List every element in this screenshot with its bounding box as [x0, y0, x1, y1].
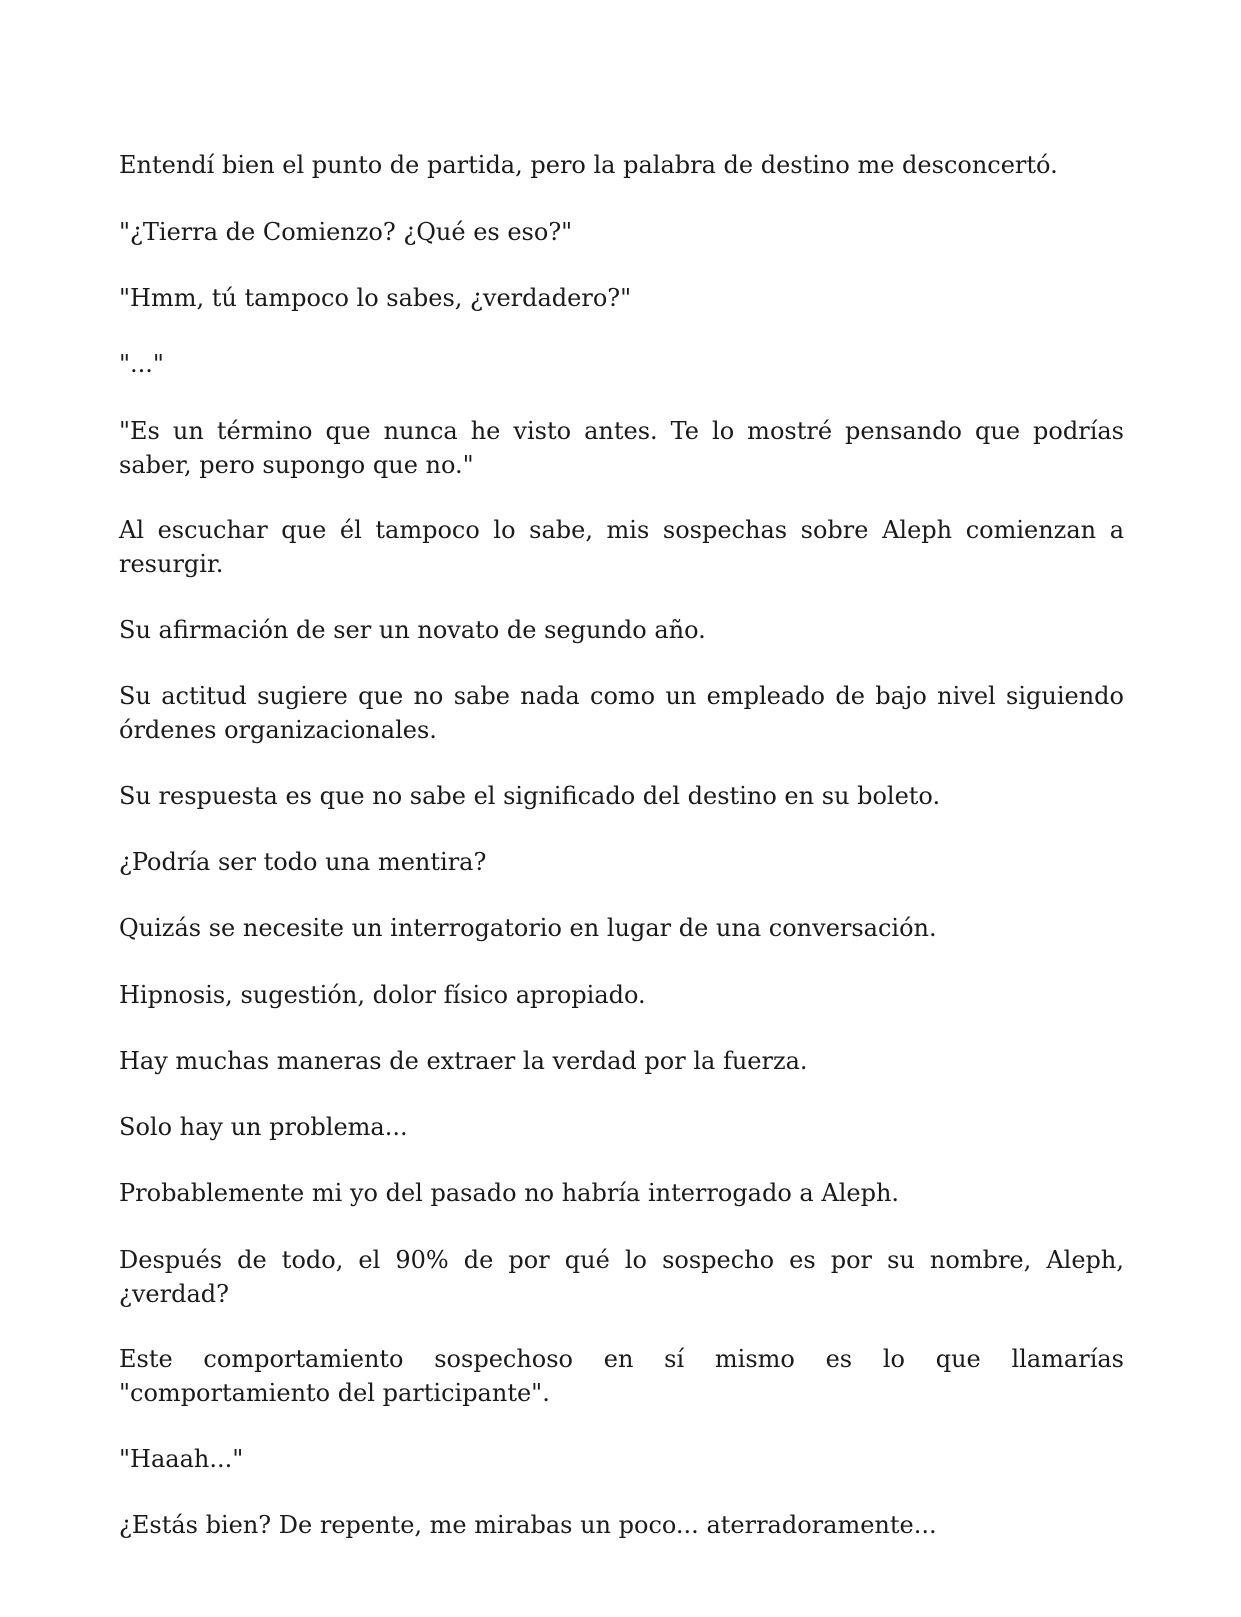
paragraph-18: "Haaah...": [119, 1445, 244, 1473]
paragraph-4: "...": [119, 350, 164, 378]
paragraph-3: "Hmm, tú tampoco lo sabes, ¿verdadero?": [119, 284, 632, 312]
paragraph-6: Al escuchar que él tampoco lo sabe, mis sospechas sobre Aleph comienzan a resurgir.: [119, 516, 1124, 578]
paragraph-9: Su respuesta es que no sabe el significado del destino en su boleto.: [119, 782, 941, 810]
paragraph-11: Quizás se necesite un interrogatorio en lugar de una conversación.: [119, 914, 937, 942]
paragraph-16: Después de todo, el 90% de por qué lo sospecho es por su nombre, Aleph, ¿verdad?: [119, 1246, 1124, 1308]
paragraph-2: "¿Tierra de Comienzo? ¿Qué es eso?": [119, 218, 573, 246]
paragraph-12: Hipnosis, sugestión, dolor físico apropiado.: [119, 981, 646, 1009]
paragraph-14: Solo hay un problema...: [119, 1113, 408, 1141]
paragraph-10: ¿Podría ser todo una mentira?: [119, 848, 487, 876]
paragraph-8: Su actitud sugiere que no sabe nada como un empleado de bajo nivel siguiendo órdenes organizacionales.: [119, 682, 1124, 744]
paragraph-5: "Es un término que nunca he visto antes. Te lo mostré pensando que podrías saber, pero supongo que no.": [119, 417, 1124, 479]
paragraph-15: Probablemente mi yo del pasado no habría interrogado a Aleph.: [119, 1179, 900, 1207]
paragraph-13: Hay muchas maneras de extraer la verdad por la fuerza.: [119, 1047, 808, 1075]
paragraph-1: Entendí bien el punto de partida, pero la palabra de destino me desconcertó.: [119, 151, 1058, 179]
paragraph-17: Este comportamiento sospechoso en sí mismo es lo que llamarías "comportamiento del participante".: [119, 1345, 1124, 1407]
paragraph-7: Su afirmación de ser un novato de segundo año.: [119, 616, 706, 644]
paragraph-19: ¿Estás bien? De repente, me mirabas un poco... aterradoramente...: [119, 1511, 937, 1539]
